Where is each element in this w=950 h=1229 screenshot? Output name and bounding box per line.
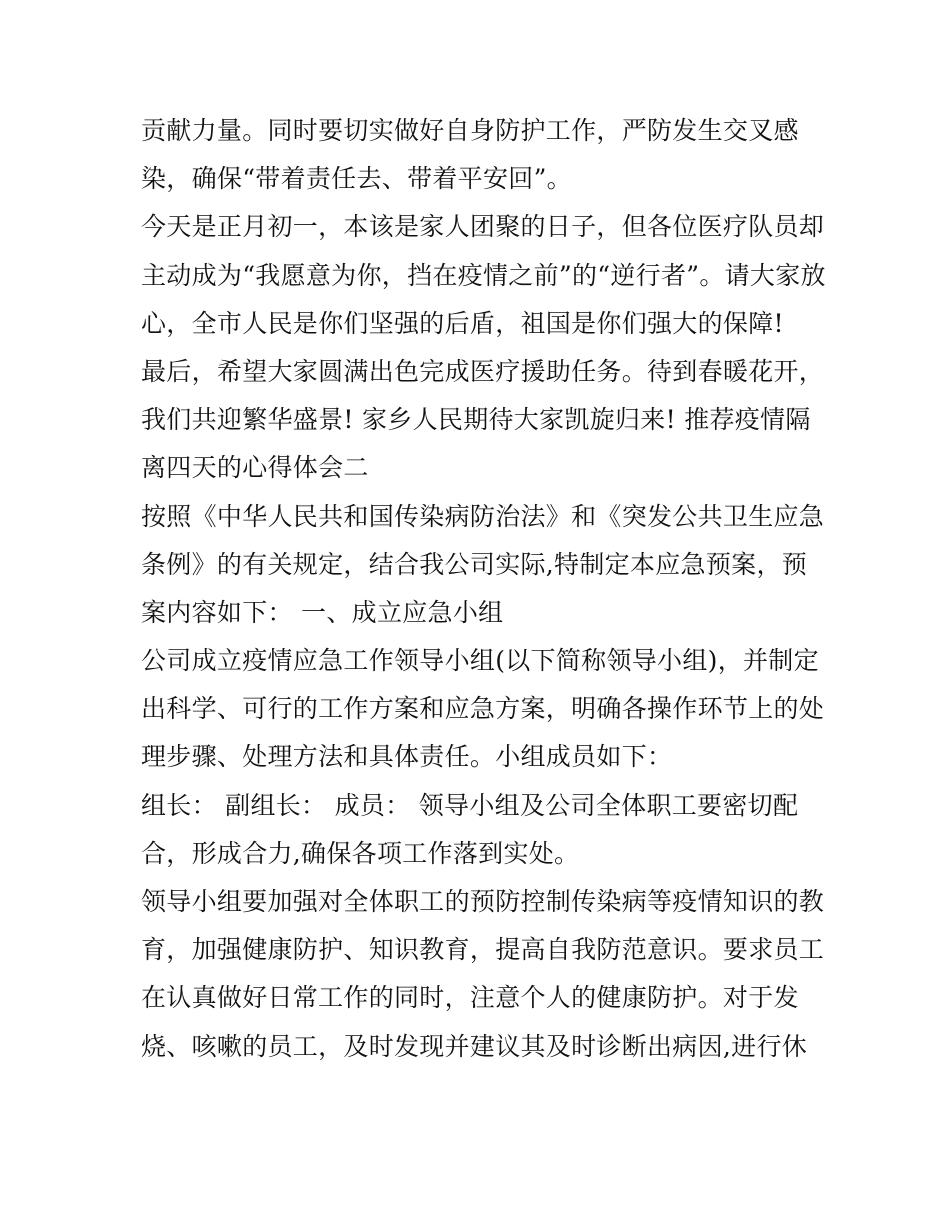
- text-line: 组长： 副组长： 成员： 领导小组及公司全体职工要密切配: [141, 790, 799, 820]
- text-line: 理步骤、处理方法和具体责任。小组成员如下：: [141, 742, 673, 772]
- text-line: 主动成为“我愿意为你，挡在疫情之前”的“逆行者”。请大家放: [141, 260, 826, 290]
- text-line: 条例》的有关规定，结合我公司实际,特制定本应急预案，预: [141, 549, 808, 579]
- text-line: 按照《中华人民共和国传染病防治法》和《突发公共卫生应急: [141, 501, 825, 531]
- text-line: 在认真做好日常工作的同时，注意个人的健康防护。对于发: [141, 983, 799, 1013]
- text-line: 育，加强健康防护、知识教育，提高自我防范意识。要求员工: [141, 935, 825, 965]
- text-line: 今天是正月初一，本该是家人团聚的日子，但各位医疗队员却: [141, 212, 825, 242]
- text-line: 合，形成合力,确保各项工作落到实处。: [141, 838, 580, 868]
- text-line: 染，确保“带着责任去、带着平安回”。: [141, 164, 572, 194]
- text-line: 出科学、可行的工作方案和应急方案，明确各操作环节上的处: [141, 694, 825, 724]
- text-line: 案内容如下： 一、成立应急小组: [141, 597, 504, 627]
- text-line: 烧、咳嗽的员工，及时发现并建议其及时诊断出病因,进行休: [141, 1031, 808, 1061]
- document-body: [141, 107, 826, 1071]
- text-line: 领导小组要加强对全体职工的预防控制传染病等疫情知识的教: [141, 887, 825, 916]
- text-line: 心，全市人民是你们坚强的后盾，祖国是你们强大的保障!: [141, 308, 784, 338]
- text-line: 最后，希望大家圆满出色完成医疗援助任务。待到春暖花开，: [141, 356, 825, 386]
- text-line: 离四天的心得体会二: [141, 453, 369, 483]
- text-line: 我们共迎繁华盛景! 家乡人民期待大家凯旋归来! 推荐疫情隔: [141, 405, 811, 435]
- text-line: 公司成立疫情应急工作领导小组(以下简称领导小组)，并制定: [141, 646, 819, 676]
- text-line: 贡献力量。同时要切实做好自身防护工作，严防发生交叉感: [141, 116, 799, 145]
